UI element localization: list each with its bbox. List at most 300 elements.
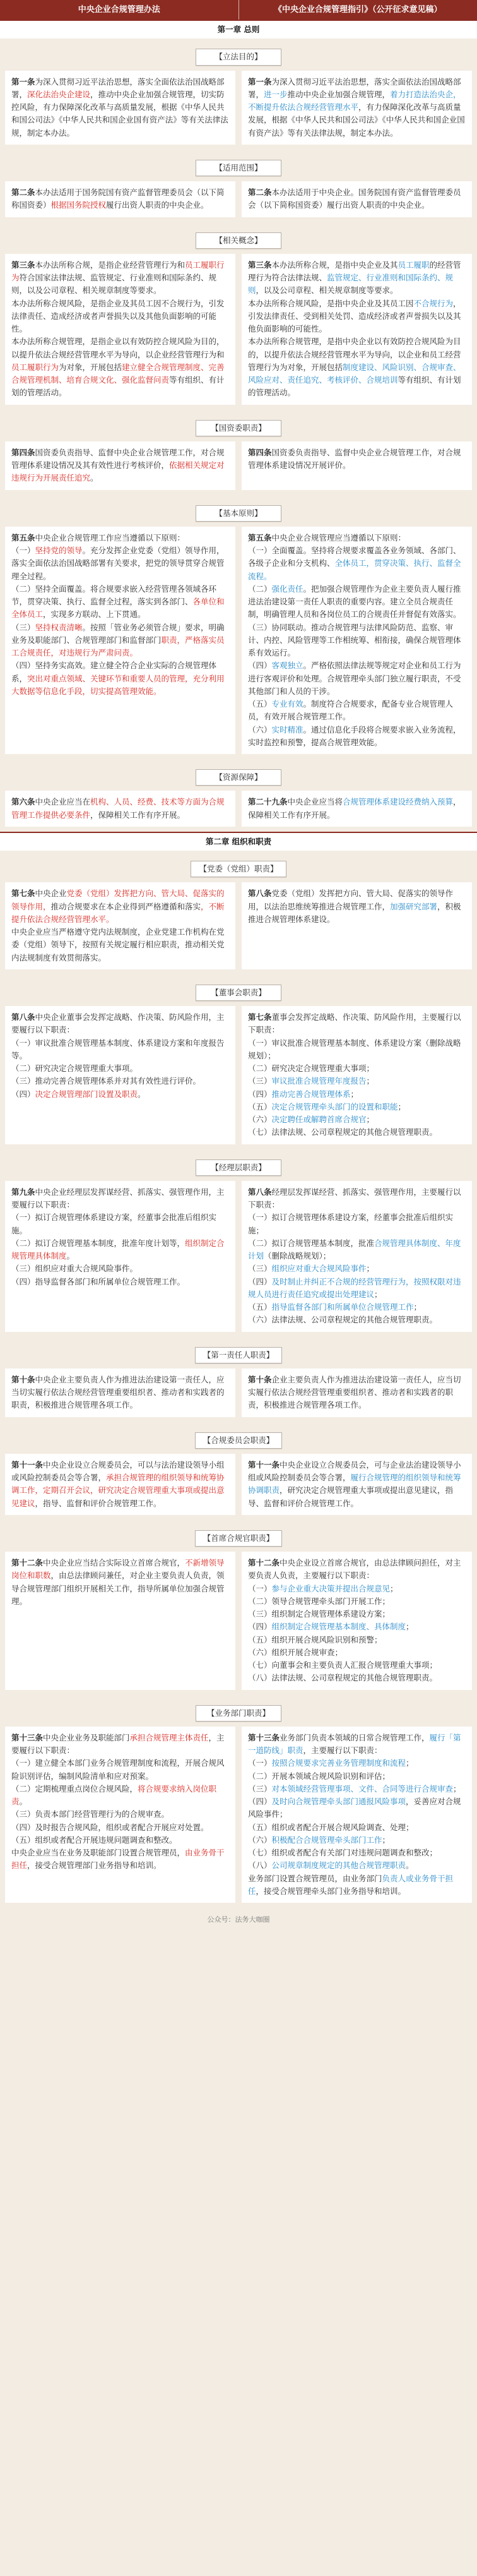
- comparison-row: [0, 1006, 477, 1149]
- article-text: （二）领导合规管理牵头部门开展工作；: [248, 1596, 391, 1606]
- article-text: 建立健全合规管理制度、完善合规管理机制、培育合规文化、强化监督问责: [11, 362, 225, 385]
- article-column: [5, 1454, 235, 1515]
- article-paragraph: [248, 1634, 466, 1646]
- article-text: 组织制定合规管理具体制度: [11, 1238, 225, 1261]
- article-number: 第三条: [248, 260, 272, 270]
- article-text: （二）研究决定合规管理重大事项。: [11, 1063, 138, 1074]
- article-text: （七）法律法规、公司章程规定的其他合规管理职责。: [248, 1127, 438, 1137]
- article-paragraph: [248, 887, 466, 926]
- comparison-row: [0, 791, 477, 832]
- article-column: [242, 1006, 472, 1144]
- article-text: （二）拟订合规管理基本制度，批准: [248, 1238, 375, 1248]
- article-paragraph: [11, 1186, 229, 1212]
- article-text: 推动完善合规管理体系: [271, 1089, 351, 1099]
- article-text: （六）法律法规、公司章程规定的其他合规管理职责。: [248, 1315, 438, 1325]
- article-text: ，实现多方联动、上下贯通。: [43, 609, 146, 620]
- article-paragraph: [11, 544, 229, 583]
- article-text: ；: [406, 1758, 414, 1768]
- article-text: （二）开展本领域合规风险识别和评估；: [248, 1771, 391, 1781]
- section-title: 【资源保障】: [196, 769, 281, 786]
- article-text: 突出对重点领域、关键环节和重要人员的管理，充分利用大数据等信息化手段，切实提高管理效能。: [11, 673, 225, 696]
- section-title: 【首席合规官职责】: [195, 1530, 283, 1547]
- article-text: 深化法治央企建设: [27, 89, 91, 99]
- article-paragraph: [11, 1237, 229, 1263]
- section-heading: [0, 1149, 477, 1181]
- article-paragraph: [11, 1834, 229, 1847]
- article-text: 坚持党的领导: [35, 546, 83, 556]
- article-text: 等有组织、有计划的管理活动。: [11, 375, 225, 398]
- article-text: ，主要履行以下职责：: [11, 1732, 225, 1756]
- article-text: （四）指导监督各部门和所属单位合规管理工作。: [11, 1276, 186, 1286]
- article-text: （八）法律法规、公司章程规定的其他合规管理职责。: [248, 1673, 438, 1683]
- article-text: 及时制止并纠正不合规的经营管理行为，按照权限对违规人员进行责任追究或提出处理建议: [248, 1276, 461, 1299]
- article-text: （一）拟订合规管理体系建设方案，经董事会批准后组织实施；: [248, 1213, 454, 1235]
- article-text: 中央企业主要负责人作为推进法治建设第一责任人，应当切实履行依法合规经营管理重要组织者、推动者和实践者的职责，积极推进合规管理各项工作。: [11, 1374, 225, 1410]
- header-bar: [0, 0, 477, 20]
- comparison-row: [0, 882, 477, 974]
- article-text: （六）: [248, 724, 272, 734]
- article-text: ，妥善应对合规风险事件；: [248, 1797, 461, 1819]
- article-paragraph: [11, 1732, 229, 1758]
- article-paragraph: [248, 1101, 466, 1113]
- article-text: （二）拟订合规管理基本制度，批准年度计划等，: [11, 1238, 186, 1248]
- article-text: 推动中央企业加强合规管理，: [287, 89, 391, 99]
- section-heading: [0, 39, 477, 70]
- article-text: （一）拟订合规管理体系建设方案，经董事会批准后组织实施。: [11, 1213, 217, 1235]
- section-heading: [0, 974, 477, 1006]
- article-paragraph: [248, 1608, 466, 1620]
- article-number: 第十二条: [248, 1558, 280, 1568]
- article-text: 根据国务院授权: [50, 200, 107, 210]
- article-paragraph: [248, 544, 466, 583]
- article-number: 第十一条: [248, 1459, 280, 1470]
- article-text: 履行「第一道防线」职责: [248, 1732, 461, 1756]
- article-paragraph: [248, 1301, 466, 1314]
- article-text: （删除战略规划）；: [264, 1251, 331, 1261]
- article-number: 第八条: [248, 1187, 272, 1197]
- article-text: 为深入贯彻习近平法治思想，落实全面依法治国战略部署，: [11, 76, 225, 99]
- article-text: ；: [406, 1622, 414, 1632]
- article-paragraph: [248, 1583, 466, 1595]
- article-text: （四）坚持务实高效。建立健全符合企业实际的合规管理体系，: [11, 661, 217, 683]
- article-paragraph: [248, 1037, 466, 1063]
- article-column: [5, 181, 235, 217]
- article-paragraph: [248, 446, 466, 472]
- section-heading: [0, 1337, 477, 1369]
- article-paragraph: [248, 297, 466, 336]
- article-text: ，保障相关工作有序开展。: [90, 810, 186, 820]
- article-paragraph: [248, 1276, 466, 1302]
- article-text: 承担合规管理主体责任: [129, 1732, 209, 1742]
- chapter2-sections: [0, 851, 477, 1908]
- article-text: 。制度符合合规要求，配备专业合规管理人员，有效开展合规管理工作。: [248, 699, 454, 722]
- article-text: 中央企业: [35, 889, 67, 899]
- article-text: ；: [398, 1101, 406, 1111]
- article-paragraph: [248, 1620, 466, 1633]
- article-text: 中央企业应当在业务及职能部门设置合规管理员，: [11, 1848, 186, 1858]
- article-paragraph: [11, 1088, 229, 1101]
- article-paragraph: [248, 1211, 466, 1237]
- article-text: ；: [453, 1783, 461, 1794]
- article-text: （一）审议批准合规管理基本制度、体系建设方案和年度报告等。: [11, 1038, 225, 1060]
- article-text: 中央企业应当在: [35, 797, 91, 807]
- article-text: （三）: [248, 1076, 272, 1086]
- article-column: [242, 1369, 472, 1417]
- article-text: 员工履职行为: [11, 260, 225, 283]
- article-text: 的经营管理行为符合法律法规、: [248, 260, 461, 283]
- article-text: ，引发法律责任、受到相关处罚、造成经济或者声誉损失以及其他负面影响的可能性。: [248, 298, 461, 334]
- article-text: 全体员工，贯穿决策、执行、监督全流程。: [248, 558, 461, 581]
- section-heading: [0, 851, 477, 882]
- article-paragraph: [11, 1075, 229, 1087]
- article-column: [5, 254, 235, 405]
- article-text: （二）研究决定合规管理重大事项；: [248, 1063, 375, 1074]
- article-text: 国资委负责指导、监督中央企业合规管理工作，对合规管理体系建设情况及其有效性进行考核评价，: [11, 447, 225, 470]
- article-text: 符合国家法律法规、监管规定、行业准则和国际条约、规则，以及公司章程、相关规章制度等要求。: [11, 273, 217, 296]
- comparison-row: [0, 1552, 477, 1695]
- article-paragraph: [11, 76, 229, 140]
- article-text: 中央企业应当将: [287, 797, 343, 807]
- comparison-row: [0, 254, 477, 410]
- article-paragraph: [248, 1557, 466, 1583]
- article-paragraph: [11, 1557, 229, 1608]
- article-text: （五）组织或者配合开展违规问题调查和整改。: [11, 1835, 177, 1845]
- article-text: 董事会发挥定战略、作决策、防风险作用，主要履行以下职责：: [248, 1012, 461, 1035]
- section-heading: [0, 1520, 477, 1552]
- article-column: [242, 791, 472, 827]
- article-paragraph: [11, 297, 229, 336]
- footer: 公众号：法务大咖圈: [207, 1915, 270, 1924]
- article-text: ，主要履行以下职责：: [303, 1746, 382, 1756]
- article-text: 国资委负责指导、监督中央企业合规管理工作，对合规管理体系建设情况开展评价。: [248, 447, 461, 470]
- article-column: [242, 1181, 472, 1332]
- article-text: （五）: [248, 1302, 272, 1312]
- article-number: 第十条: [248, 1374, 272, 1384]
- article-text: （三）负责本部门经营管理行为的合规审查。: [11, 1809, 170, 1819]
- article-paragraph: [248, 1859, 466, 1872]
- section-title: 【业务部门职责】: [196, 1705, 281, 1722]
- article-text: （六）: [248, 1115, 272, 1125]
- article-text: ；: [366, 1115, 375, 1125]
- article-text: 组织制定合规管理基本制度、具体制度: [271, 1622, 406, 1632]
- chapter1-sections: [0, 39, 477, 832]
- section-title: 【立法目的】: [196, 49, 281, 65]
- article-number: 第一条: [11, 76, 35, 87]
- article-text: 员工履职行为: [11, 362, 59, 372]
- article-text: （三）组织应对重大合规风险事件。: [11, 1264, 138, 1274]
- article-paragraph: [11, 1062, 229, 1075]
- article-paragraph: [11, 1808, 229, 1821]
- article-text: 。把加强合规管理作为企业主要负责人履行推进法治建设第一责任人职责的重要内容。建立全员合规责任制，明确管理人员和各岗位员工的合规责任并督促有效落实。: [248, 584, 461, 620]
- article-text: （七）向董事会和主要负责人汇报合规管理重大事项；: [248, 1660, 438, 1670]
- article-text: 。充分发挥企业党委（党组）领导作用，落实全面依法治国战略部署有关要求，把党的领导贯穿合规管理全过程。: [11, 546, 225, 581]
- article-text: 。: [90, 473, 98, 483]
- article-text: 承担合规管理的组织领导和统筹协调工作，定期召开会议，研究决定合规管理重大事项或提出意见建议: [11, 1473, 225, 1508]
- article-column: [5, 441, 235, 490]
- article-paragraph: [248, 1770, 466, 1783]
- article-text: 监管规定、行业准则和国际条约、规则: [248, 273, 454, 296]
- article-column: [242, 882, 472, 969]
- article-text: 积极配合合规管理牵头部门工作: [271, 1835, 382, 1845]
- article-text: 各单位和全体员工: [11, 597, 225, 620]
- section-heading: [0, 410, 477, 441]
- article-text: 着力打造法治央企，不断提升依法合规经营管理水平: [248, 89, 461, 112]
- article-text: 中央企业合规管理工作应当遵循以下原则：: [35, 532, 186, 542]
- article-text: （六）: [248, 1835, 272, 1845]
- article-paragraph: [248, 621, 466, 660]
- article-paragraph: [248, 698, 466, 724]
- article-text: 将合规要求纳入岗位职责: [11, 1783, 217, 1807]
- article-number: 第八条: [11, 1012, 35, 1022]
- article-text: 决定合规管理部门设置及职责: [35, 1089, 138, 1099]
- article-text: 。: [66, 1251, 75, 1261]
- article-paragraph: [248, 1262, 466, 1275]
- article-text: （三）: [11, 622, 35, 632]
- article-text: 审议批准合规管理年度报告: [271, 1076, 367, 1086]
- article-column: [5, 1181, 235, 1332]
- section-title: 【董事会职责】: [196, 985, 281, 1001]
- article-paragraph: [248, 1659, 466, 1672]
- article-text: 中央企业设立合规委员会，可以与法治建设领导小组或风险控制委员会等合署，: [11, 1459, 225, 1483]
- comparison-row: [0, 1454, 477, 1520]
- article-text: 。严格依照法律法规等规定对企业和员工行为进行客观评价和处理。合规管理牵头部门独立履行职责，不受其他部门和人员的干涉。: [248, 661, 461, 696]
- article-text: ，有力保障深化改革与高质量发展，根据《中华人民共和国公司法》《中华人民共和国企业国有资产法》等有关法律法规，制定本办法。: [248, 102, 465, 138]
- article-text: 中央企业业务及职能部门: [43, 1732, 130, 1742]
- article-text: 指导监督各部门和所属单位合规管理工作: [271, 1302, 414, 1312]
- article-text: 坚持权责清晰: [35, 622, 83, 632]
- article-paragraph: [248, 1374, 466, 1412]
- article-text: 对本领域经营管理事项、文件、合同等进行合规审查: [271, 1783, 454, 1794]
- section-heading: [0, 1695, 477, 1727]
- article-text: （一）全面覆盖。坚持将合规要求覆盖各业务领域、各部门、各级子企业和分支机构、: [248, 546, 461, 568]
- article-text: 专业有效: [271, 699, 303, 709]
- article-text: 合规管理体系建设经费纳入预算: [343, 797, 454, 807]
- header-left: 中央企业合规管理办法: [0, 0, 239, 20]
- article-paragraph: [11, 926, 229, 964]
- article-paragraph: [248, 1314, 466, 1326]
- article-paragraph: [248, 259, 466, 297]
- article-text: 中央企业经理层发挥谋经营、抓落实、强管理作用，主要履行以下职责：: [11, 1187, 225, 1210]
- article-text: 党委（党组）发挥把方向、管大局、促落实的领导作用，以法治思维统筹推进合规管理工作，: [248, 889, 454, 911]
- article-paragraph: [248, 1595, 466, 1608]
- article-column: [242, 441, 472, 490]
- section-title: 【基本原则】: [196, 505, 281, 522]
- article-text: 经理层发挥谋经营、抓落实、强管理作用，主要履行以下职责：: [248, 1187, 461, 1210]
- article-text: （四）: [11, 1089, 35, 1099]
- article-paragraph: [248, 583, 466, 621]
- article-paragraph: [248, 1459, 466, 1510]
- article-text: 。: [19, 1797, 28, 1807]
- comparison-row: [0, 1181, 477, 1337]
- article-text: 。: [138, 1089, 146, 1099]
- article-text: 本办法适用于中央企业。国务院国有资产监督管理委员会（以下简称国资委）履行出资人职责的中央企业。: [248, 188, 461, 210]
- article-text: 本办法所称合规管理，是指中央企业以有效防控合规风险为目的，以提升依法合规经营管理水平为导向，以企业和员工经营管理行为为对象，开展包括: [248, 337, 461, 372]
- article-text: 本办法所称合规风险，是指中央企业及其员工因: [248, 298, 414, 308]
- chapter-title: 第二章 组织和职责: [0, 832, 477, 851]
- article-text: 业务部门负责本领域的日常合规管理工作，: [280, 1732, 430, 1742]
- article-column: [242, 1454, 472, 1515]
- article-text: ，保障相关工作有序开展。: [248, 797, 461, 820]
- article-text: （二）定期梳理重点岗位合规风险，: [11, 1783, 138, 1794]
- article-text: ；: [413, 1302, 422, 1312]
- article-text: 公司规章制度规定的其他合规管理职责: [271, 1860, 406, 1871]
- article-text: ；: [374, 1289, 382, 1299]
- article-paragraph: [248, 1795, 466, 1821]
- article-paragraph: [248, 1757, 466, 1770]
- article-text: 本办法适用于国务院国有资产监督管理委员会（以下简称国资委）: [11, 188, 225, 210]
- article-text: 不合规行为: [413, 298, 454, 308]
- article-text: 实时精准: [271, 724, 303, 734]
- article-text: 为深入贯彻习近平法治思想，落实全面依法治国战略部署，: [248, 76, 461, 99]
- section-heading: [0, 222, 477, 254]
- article-paragraph: [11, 446, 229, 485]
- article-text: 参与企业重大决策并提出合规意见: [271, 1583, 391, 1593]
- article-column: [5, 791, 235, 827]
- article-text: （四）: [248, 1622, 272, 1632]
- article-paragraph: [11, 1783, 229, 1809]
- article-text: （五）: [248, 1101, 272, 1111]
- article-text: ，接受合规管理牵头部门业务指导和培训。: [256, 1886, 406, 1896]
- article-text: （七）组织或者配合有关部门对违规问题调查和整改；: [248, 1848, 438, 1858]
- article-column: [5, 1552, 235, 1690]
- article-paragraph: [248, 1732, 466, 1758]
- article-column: [5, 1727, 235, 1903]
- comparison-row: [0, 181, 477, 222]
- article-number: 第九条: [11, 1187, 35, 1197]
- comparison-row: [0, 527, 477, 759]
- article-number: 第三条: [11, 260, 35, 270]
- article-text: （四）: [248, 1089, 272, 1099]
- article-text: （三）推动完善合规管理体系并对其有效性进行评价。: [11, 1076, 201, 1086]
- article-paragraph: [11, 659, 229, 698]
- article-column: [5, 1369, 235, 1417]
- section-heading: [0, 495, 477, 527]
- article-text: ，积极推进合规管理体系建设。: [248, 901, 461, 924]
- article-paragraph: [11, 887, 229, 926]
- article-text: ；: [390, 1583, 398, 1593]
- article-paragraph: [248, 1113, 466, 1126]
- article-paragraph: [11, 1276, 229, 1288]
- article-text: 依据相关规定对违规行为开展责任追究: [11, 460, 225, 483]
- article-paragraph: [11, 1211, 229, 1237]
- article-text: 企业主要负责人作为推进法治建设第一责任人，应当切实履行依法合规经营管理重要组织者、推动者和实践者的职责，积极推进合规管理各项工作。: [248, 1374, 461, 1410]
- article-text: 决定合规管理牵头部门的设置和职能: [271, 1101, 398, 1111]
- article-paragraph: [11, 1757, 229, 1783]
- article-number: 第五条: [248, 532, 272, 542]
- article-text: 负责人或业务骨干担任: [248, 1873, 454, 1896]
- article-number: 第十三条: [11, 1732, 44, 1742]
- article-text: （四）及时报告合规风险，组织或者配合开展应对处置。: [11, 1822, 209, 1832]
- article-paragraph: [11, 583, 229, 621]
- article-paragraph: [11, 1821, 229, 1834]
- article-text: 履行出资人职责的中央企业。: [106, 200, 209, 210]
- article-text: （三）协同联动。推动合规管理与法律风险防范、监察、审计、内控、风险管理等工作相统筹、相衔接，确保合规管理体系有效运行。: [248, 622, 461, 658]
- article-text: 员工履职: [398, 260, 430, 270]
- article-paragraph: [248, 1186, 466, 1212]
- section-heading: [0, 1422, 477, 1454]
- article-paragraph: [248, 1834, 466, 1847]
- article-paragraph: [248, 724, 466, 750]
- article-text: 由业务骨干担任: [11, 1848, 225, 1871]
- article-paragraph: [248, 1872, 466, 1898]
- article-paragraph: [11, 186, 229, 212]
- article-column: [242, 527, 472, 754]
- header-right: 《中央企业合规管理指引》（公开征求意见稿）: [273, 5, 442, 15]
- article-text: 及时向合规管理牵头部门通报风险事项: [271, 1797, 406, 1807]
- article-paragraph: [248, 1237, 466, 1263]
- article-text: （五）: [248, 699, 272, 709]
- section-title: 【党委（党组）职责】: [191, 861, 286, 877]
- article-text: 机构、人员、经费、技术等方面为合规管理工作提供必要条件: [11, 797, 225, 820]
- article-text: 中央企业应当结合实际设立首席合规官，: [43, 1558, 186, 1568]
- article-number: 第四条: [11, 447, 35, 457]
- article-text: （三）组织制定合规管理体系建设方案；: [248, 1609, 391, 1619]
- article-column: [242, 71, 472, 145]
- article-column: [5, 1006, 235, 1144]
- article-paragraph: [248, 335, 466, 399]
- article-text: 决定聘任或解聘首席合规官: [271, 1115, 367, 1125]
- article-text: （三）: [248, 1783, 272, 1794]
- article-paragraph: [11, 1847, 229, 1872]
- article-text: （五）组织开展合规风险识别和预警；: [248, 1634, 382, 1644]
- article-text: 。: [406, 1860, 414, 1871]
- article-text: ，指导、监督和评价合规管理工作。: [35, 1498, 162, 1508]
- article-paragraph: [11, 1262, 229, 1275]
- article-text: 推动合规要求在本企业得到严格遵循和落实: [50, 901, 201, 911]
- article-paragraph: [248, 1126, 466, 1139]
- article-text: 本办法所称合规，是指企业经营管理行为和: [35, 260, 186, 270]
- article-text: 按照合规要求完善业务管理制度和流程: [271, 1758, 406, 1768]
- article-number: 第十三条: [248, 1732, 280, 1742]
- article-paragraph: [248, 532, 466, 544]
- section-title: 【合规委员会职责】: [195, 1432, 283, 1449]
- article-text: 业务部门设置合规管理员，由业务部门: [248, 1873, 382, 1883]
- section-title: 【国资委职责】: [196, 420, 281, 436]
- article-paragraph: [11, 796, 229, 822]
- article-text: （一）: [248, 1758, 272, 1768]
- article-text: ，以及公司章程、相关规章制度等要求。: [256, 285, 398, 296]
- article-text: （二）坚持全面覆盖。将合规要求嵌入经营管理各领域各环节，贯穿决策、执行、监督全过程，落实到各部门、: [11, 584, 217, 607]
- article-paragraph: [248, 796, 466, 822]
- chapter-title: 第一章 总则: [0, 20, 477, 39]
- article-text: 加强研究部署: [390, 901, 438, 911]
- article-number: 第七条: [248, 1012, 272, 1022]
- section-title: 【第一责任人职责】: [195, 1347, 283, 1363]
- article-paragraph: [11, 259, 229, 297]
- article-number: 第一条: [248, 76, 272, 87]
- section-heading: [0, 150, 477, 181]
- article-text: ；: [366, 1076, 375, 1086]
- article-number: 第十条: [11, 1374, 35, 1384]
- article-text: （六）组织开展合规审查；: [248, 1647, 343, 1657]
- article-text: 不新增领导岗位和职数: [11, 1558, 225, 1581]
- article-text: 党委（党组）发挥把方向、管大局、促落实的领导作用，: [11, 889, 225, 911]
- article-text: 中央企业董事会发挥定战略、作决策、防风险作用，主要履行以下职责：: [11, 1012, 225, 1035]
- comparison-row: [0, 1369, 477, 1422]
- article-number: 第十二条: [11, 1558, 44, 1568]
- article-number: 第八条: [248, 889, 272, 899]
- article-column: [5, 527, 235, 754]
- article-column: [242, 181, 472, 217]
- article-text: （五）组织或者配合开展合规风险调查、处理；: [248, 1822, 414, 1832]
- article-paragraph: [248, 1646, 466, 1659]
- article-paragraph: [248, 1672, 466, 1684]
- article-number: 第二条: [248, 188, 272, 198]
- article-text: （一）: [248, 1583, 272, 1593]
- article-number: 第五条: [11, 532, 35, 542]
- article-text: ，研究决定合规管理重大事项或提出意见建议，指导、监督和评价合规管理工作。: [248, 1485, 454, 1508]
- article-text: ；: [382, 1835, 391, 1845]
